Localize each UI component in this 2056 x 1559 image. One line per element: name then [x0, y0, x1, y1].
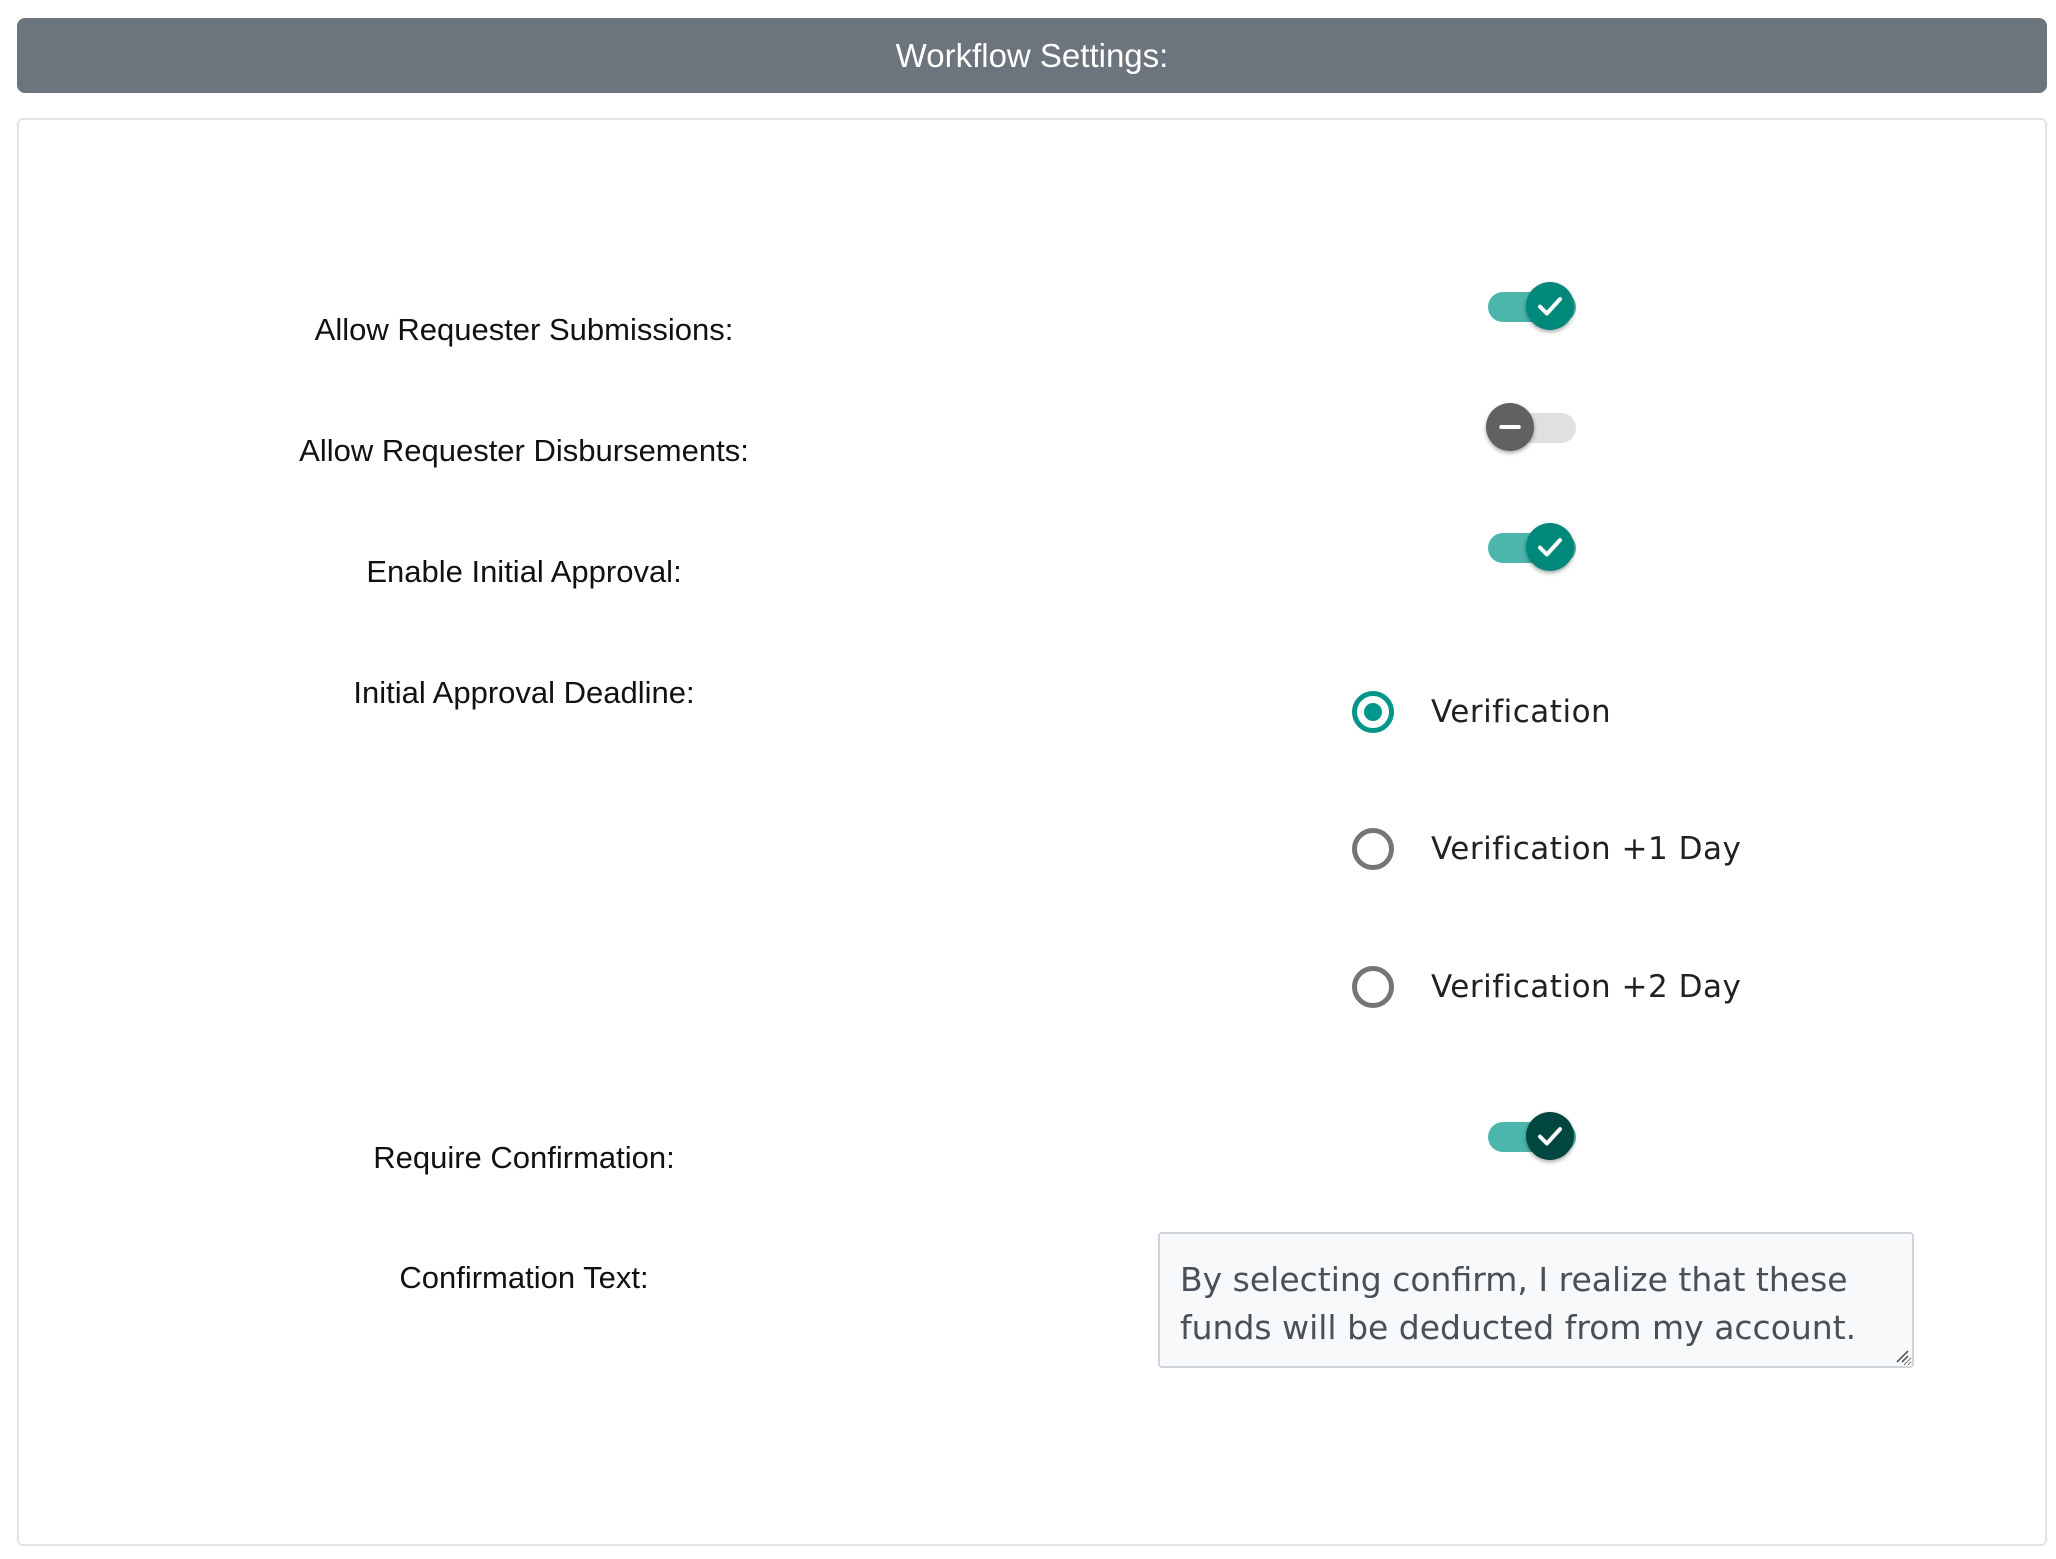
- approval-deadline-label: Initial Approval Deadline:: [353, 675, 695, 710]
- check-icon: [1535, 532, 1565, 562]
- toggle-knob: [1526, 523, 1574, 571]
- initial-approval-toggle[interactable]: [1486, 518, 1580, 574]
- check-icon: [1535, 1121, 1565, 1151]
- check-icon: [1535, 291, 1565, 321]
- confirmation-text-input[interactable]: [1158, 1232, 1914, 1368]
- initial-approval-label: Enable Initial Approval:: [366, 554, 682, 589]
- radio-button[interactable]: [1352, 966, 1394, 1008]
- require-confirmation-toggle[interactable]: [1486, 1107, 1580, 1163]
- minus-icon: [1495, 412, 1525, 442]
- deadline-option-plus-1-day[interactable]: [1352, 819, 1741, 879]
- workflow-settings-header: [17, 18, 2047, 93]
- deadline-option-plus-2-day[interactable]: [1352, 957, 1741, 1017]
- toggle-knob: [1526, 1112, 1574, 1160]
- allow-disbursements-label: Allow Requester Disbursements:: [299, 433, 749, 468]
- require-confirmation-label: Require Confirmation:: [373, 1140, 675, 1175]
- radio-button[interactable]: [1352, 691, 1394, 733]
- toggle-knob: [1526, 282, 1574, 330]
- allow-disbursements-toggle[interactable]: [1486, 398, 1580, 454]
- toggle-knob: [1486, 403, 1534, 451]
- deadline-option-verification[interactable]: [1352, 682, 1611, 742]
- radio-label: Verification +2 Day: [1431, 969, 1742, 1005]
- radio-label: Verification +1 Day: [1431, 831, 1742, 867]
- confirmation-text-value: By selecting confirm, I realize that these funds will be deducted from my account.: [1180, 1260, 1857, 1347]
- radio-label: Verification: [1431, 694, 1612, 730]
- allow-submissions-label: Allow Requester Submissions:: [314, 312, 734, 347]
- radio-button[interactable]: [1352, 828, 1394, 870]
- allow-submissions-toggle[interactable]: [1486, 277, 1580, 333]
- confirmation-text-label: Confirmation Text:: [399, 1260, 649, 1295]
- resize-handle-icon[interactable]: [1893, 1347, 1909, 1363]
- radio-dot: [1364, 703, 1382, 721]
- header-title: Workflow Settings:: [895, 36, 1169, 74]
